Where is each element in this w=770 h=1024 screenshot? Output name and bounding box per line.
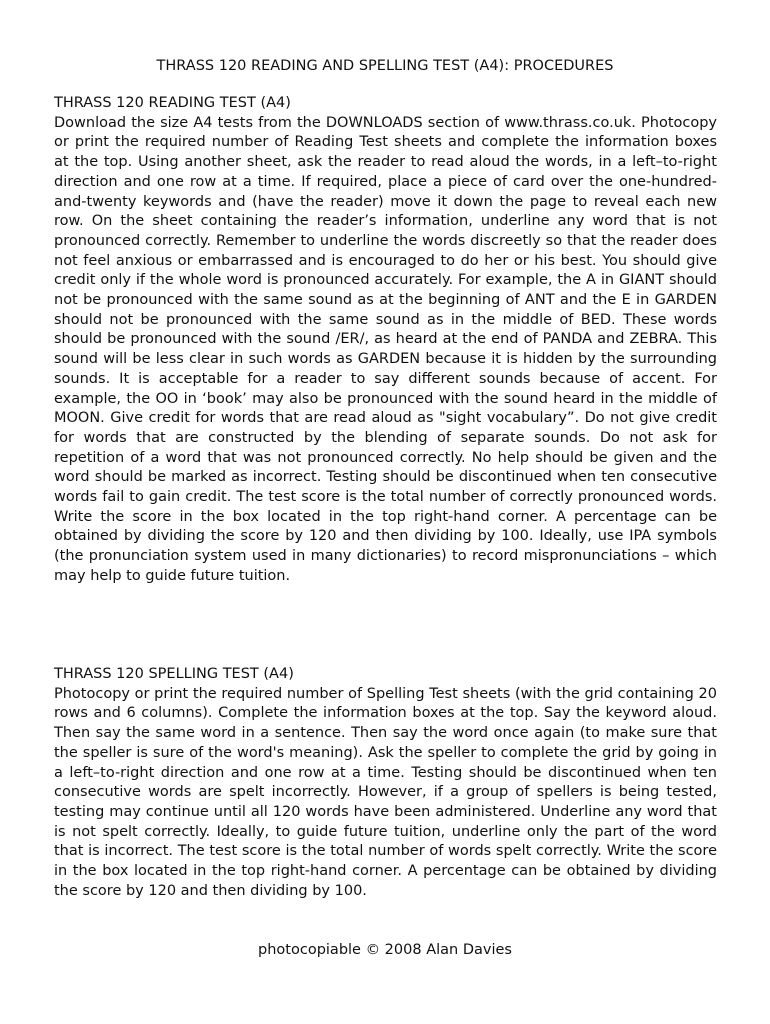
reading-test-section	[54, 94, 717, 587]
reading-test-heading: THRASS 120 READING TEST (A4)	[54, 95, 291, 111]
spelling-test-heading: THRASS 120 SPELLING TEST (A4)	[54, 666, 294, 682]
page-title: THRASS 120 READING AND SPELLING TEST (A4): PROCEDURES	[156, 58, 614, 74]
spelling-test-section	[54, 665, 717, 901]
spelling-test-body: Photocopy or print the required number of Spelling Test sheets (with the grid containing 20 rows and 6 columns). Complete the information boxes at the top. Say the keyword aloud. Then say the same word in a sentence. Then say the word once again (to make sure that the speller is sure of the word's meaning). Ask the speller to complete the grid by going in a left–to-right direction and one row at a time. Testing should be discontinued when ten consecutive words are spelt incorrectly. However, if a group of spellers is being tested, testing may continue until all 120 words have been administered. Underline any word that is not spelt correctly. Ideally, to guide future tuition, underline only the part of the word that is incorrect. The test score is the total number of words spelt correctly. Write the score in the box located in the top right-hand corner. A percentage can be obtained by dividing the score by 120 and then dividing by 100.	[54, 685, 717, 899]
reading-test-body: Download the size A4 tests from the DOWNLOADS section of www.thrass.co.uk. Photocopy or print the required number of Reading Test sheets and complete the information boxes at the top. Using another sheet, ask the reader to read aloud the words, in a left–to-right direction and one row at a time. If required, place a piece of card over the one-hundred-and-twenty keywords and (have the reader) move it down the page to reveal each new row. On the sheet containing the reader’s information, underline any word that is not pronounced correctly. Remember to underline the words discreetly so that the reader does not feel anxious or embarrassed and is encouraged to do her or his best. You should give credit only if the whole word is pronounced accurately. For example, the A in GIANT should not be pronounced with the same sound as at the beginning of ANT and the E in GARDEN should not be pronounced with the same sound as in the middle of BED. These words should be pronounced with the sound /ER/, as heard at the end of PANDA and ZEBRA. This sound will be less clear in such words as GARDEN because it is hidden by the surrounding sounds. It is acceptable for a reader to say different sounds because of accent. For example, the OO in ‘book’ may also be pronounced with the sound heard in the middle of MOON. Give credit for words that are read aloud as "sight vocabulary”. Do not give credit for words that are constructed by the blending of separate sounds. Do not ask for repetition of a word that was not pronounced correctly. No help should be given and the word should be marked as incorrect. Testing should be discontinued when ten consecutive words fail to gain credit. The test score is the total number of correctly pronounced words. Write the score in the box located in the top right-hand corner. A percentage can be obtained by dividing the score by 120 and then dividing by 100. Ideally, use IPA symbols (the pronunciation system used in many dictionaries) to record mispronunciations – which may help to guide future tuition.	[54, 114, 717, 584]
copyright-footer: photocopiable © 2008 Alan Davies	[258, 942, 512, 958]
